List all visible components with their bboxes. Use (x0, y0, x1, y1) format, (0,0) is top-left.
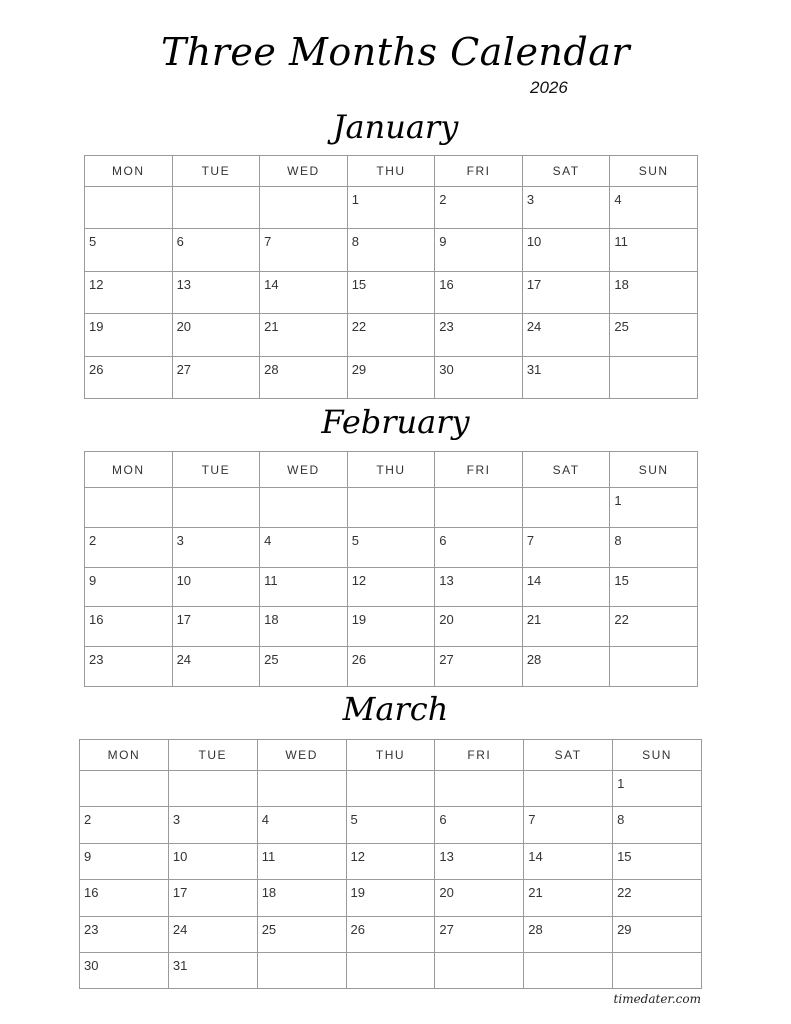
day-number: 7 (264, 234, 272, 250)
day-cell (85, 488, 173, 528)
day-cell (172, 356, 260, 398)
day-number (435, 771, 523, 776)
day-number: 27 (176, 361, 192, 377)
weekday-header: SUN (610, 156, 698, 187)
week-row (85, 647, 698, 687)
day-cell (435, 187, 523, 229)
weekday-header: SAT (524, 740, 613, 771)
week-row (85, 271, 698, 313)
day-number: 17 (172, 885, 188, 901)
page-title: Three Months Calendar (160, 30, 631, 74)
day-cell (260, 488, 348, 528)
day-number: 14 (264, 276, 279, 292)
day-cell (610, 271, 698, 313)
day-number: 6 (439, 532, 447, 548)
day-number: 13 (439, 572, 454, 588)
day-cell (346, 807, 435, 843)
day-number (258, 771, 346, 776)
day-number: 28 (264, 361, 279, 377)
day-number: 3 (176, 532, 184, 548)
day-number: 24 (176, 652, 192, 668)
day-number (260, 187, 347, 192)
day-number (524, 953, 612, 958)
day-number: 6 (176, 234, 184, 250)
day-number: 18 (264, 612, 279, 628)
day-cell (610, 314, 698, 356)
week-row (80, 952, 702, 988)
calendar-grid-march (79, 739, 702, 989)
calendar-grid-january (84, 155, 698, 399)
day-number (435, 488, 522, 493)
day-cell (346, 771, 435, 807)
weekday-header: SAT (522, 452, 610, 488)
day-cell (435, 807, 524, 843)
day-number: 23 (439, 319, 454, 335)
weekday-header: WED (260, 156, 348, 187)
day-cell (168, 880, 257, 916)
day-number: 29 (351, 361, 367, 377)
day-cell (80, 880, 169, 916)
day-cell (613, 952, 702, 988)
day-cell (610, 229, 698, 271)
day-cell (85, 271, 173, 313)
day-cell (347, 567, 435, 607)
day-number (80, 771, 168, 776)
weekday-header: THU (347, 156, 435, 187)
weekday-header-row (85, 156, 698, 187)
day-cell (524, 952, 613, 988)
day-number (173, 488, 260, 493)
day-cell (172, 187, 260, 229)
day-number: 5 (351, 532, 359, 548)
weekday-header: WED (260, 452, 348, 488)
day-cell (260, 271, 348, 313)
day-cell (346, 952, 435, 988)
day-cell (524, 916, 613, 952)
day-number: 13 (439, 848, 454, 864)
weekday-header: TUE (168, 740, 257, 771)
day-cell (435, 647, 523, 687)
weekday-header: FRI (435, 740, 524, 771)
day-cell (257, 916, 346, 952)
day-number: 26 (89, 361, 104, 377)
day-cell (435, 952, 524, 988)
weekday-header: WED (257, 740, 346, 771)
day-cell (260, 356, 348, 398)
day-cell (346, 880, 435, 916)
day-cell (347, 356, 435, 398)
day-cell (522, 647, 610, 687)
day-number: 5 (89, 234, 97, 250)
day-number: 13 (176, 276, 192, 292)
day-number (613, 953, 701, 958)
day-cell (260, 607, 348, 647)
day-cell (435, 229, 523, 271)
day-number: 8 (617, 812, 625, 828)
day-number: 24 (172, 921, 188, 937)
month-title-january: January (332, 108, 459, 146)
day-cell (260, 647, 348, 687)
day-cell (435, 314, 523, 356)
day-cell (435, 356, 523, 398)
day-cell (347, 229, 435, 271)
day-number (610, 647, 697, 652)
day-cell (522, 607, 610, 647)
day-cell (613, 843, 702, 879)
day-cell (435, 607, 523, 647)
day-cell (347, 488, 435, 528)
day-number: 7 (526, 532, 535, 548)
week-row (85, 567, 698, 607)
day-cell (435, 488, 523, 528)
day-number: 18 (614, 276, 629, 292)
day-cell (522, 271, 610, 313)
day-number: 22 (351, 319, 367, 335)
day-cell (80, 952, 169, 988)
day-number: 4 (261, 812, 269, 828)
day-number: 22 (614, 612, 629, 628)
day-number: 16 (439, 276, 454, 292)
day-cell (80, 843, 169, 879)
day-number (169, 771, 257, 776)
day-cell (257, 952, 346, 988)
day-cell (435, 843, 524, 879)
day-number: 26 (351, 652, 367, 668)
week-row (85, 356, 698, 398)
weekday-header: SUN (610, 452, 698, 488)
day-number: 16 (89, 612, 104, 628)
day-cell (172, 271, 260, 313)
weekday-header: FRI (435, 156, 523, 187)
day-cell (347, 271, 435, 313)
day-cell (610, 187, 698, 229)
day-number: 12 (350, 848, 365, 864)
day-number: 9 (439, 234, 447, 250)
day-cell (260, 187, 348, 229)
day-cell (257, 880, 346, 916)
day-cell (260, 229, 348, 271)
day-cell (257, 843, 346, 879)
day-cell (435, 771, 524, 807)
day-cell (346, 916, 435, 952)
day-cell (610, 567, 698, 607)
day-number: 24 (526, 319, 542, 335)
day-cell (80, 807, 169, 843)
day-cell (347, 607, 435, 647)
day-cell (435, 567, 523, 607)
day-number (524, 771, 612, 776)
week-row (80, 880, 702, 916)
week-row (85, 229, 698, 271)
day-number: 27 (439, 921, 454, 937)
day-cell (522, 229, 610, 271)
day-number: 25 (614, 319, 629, 335)
day-cell (610, 527, 698, 567)
day-cell (610, 607, 698, 647)
day-number (258, 953, 346, 958)
day-number: 7 (528, 812, 536, 828)
day-number (260, 488, 347, 493)
day-cell (347, 527, 435, 567)
weekday-header: TUE (172, 156, 260, 187)
weekday-header: FRI (435, 452, 523, 488)
day-number: 10 (172, 848, 188, 864)
weekday-header: MON (85, 156, 173, 187)
day-number: 15 (614, 572, 629, 588)
day-number: 30 (84, 957, 99, 973)
day-number: 25 (261, 921, 277, 937)
day-cell (613, 880, 702, 916)
day-number: 19 (351, 612, 367, 628)
day-cell (85, 607, 173, 647)
weekday-header-row (80, 740, 702, 771)
day-number: 20 (439, 885, 454, 901)
day-number: 1 (614, 493, 622, 508)
day-number: 14 (528, 848, 543, 864)
year-label: 2026 (530, 78, 568, 97)
day-number: 15 (617, 848, 632, 864)
day-number: 1 (617, 776, 625, 791)
day-number: 16 (84, 885, 99, 901)
day-cell (260, 567, 348, 607)
day-cell (435, 527, 523, 567)
day-cell (172, 647, 260, 687)
day-number: 5 (350, 812, 358, 828)
day-cell (347, 647, 435, 687)
weekday-header: MON (80, 740, 169, 771)
day-number: 19 (350, 885, 365, 901)
day-cell (610, 488, 698, 528)
day-cell (613, 771, 702, 807)
weekday-header: SUN (613, 740, 702, 771)
day-number: 6 (439, 812, 447, 828)
day-cell (85, 229, 173, 271)
day-number: 8 (351, 234, 359, 250)
day-number (85, 488, 172, 493)
day-number: 29 (617, 921, 632, 937)
day-number: 25 (264, 652, 279, 668)
day-number (173, 187, 260, 192)
day-number: 4 (264, 532, 272, 548)
weekday-header: MON (85, 452, 173, 488)
day-cell (613, 916, 702, 952)
day-number: 1 (351, 192, 359, 207)
day-cell (524, 807, 613, 843)
day-number: 31 (172, 957, 188, 973)
day-number: 28 (528, 921, 543, 937)
day-cell (260, 314, 348, 356)
day-number: 4 (614, 192, 622, 207)
day-number: 11 (264, 572, 278, 588)
week-row (85, 314, 698, 356)
day-cell (80, 771, 169, 807)
day-cell (524, 771, 613, 807)
day-cell (522, 314, 610, 356)
day-number: 8 (614, 532, 622, 548)
day-cell (85, 314, 173, 356)
day-number: 17 (176, 612, 192, 628)
day-cell (347, 187, 435, 229)
day-number: 21 (528, 885, 543, 901)
day-number: 18 (261, 885, 277, 901)
day-cell (168, 843, 257, 879)
day-cell (168, 807, 257, 843)
day-number: 9 (89, 572, 97, 588)
day-number: 20 (176, 319, 192, 335)
day-number (610, 357, 697, 362)
day-number: 26 (350, 921, 365, 937)
day-number: 15 (351, 276, 367, 292)
day-cell (172, 314, 260, 356)
day-number: 10 (526, 234, 542, 250)
week-row (85, 488, 698, 528)
day-cell (172, 229, 260, 271)
day-number: 3 (172, 812, 181, 828)
day-number (347, 771, 435, 776)
day-number: 22 (617, 885, 632, 901)
day-cell (85, 527, 173, 567)
day-number: 2 (89, 532, 97, 548)
day-number (347, 953, 435, 958)
day-number: 17 (526, 276, 542, 292)
day-cell (172, 527, 260, 567)
day-cell (435, 271, 523, 313)
week-row (85, 187, 698, 229)
footer-credit: timedater.com (613, 992, 701, 1006)
day-number (85, 187, 172, 192)
day-cell (522, 187, 610, 229)
day-cell (524, 880, 613, 916)
day-number: 9 (84, 848, 92, 864)
calendar-grid-february (84, 451, 698, 687)
weekday-header: THU (346, 740, 435, 771)
week-row (85, 527, 698, 567)
day-cell (260, 527, 348, 567)
day-number: 14 (526, 572, 542, 588)
day-number: 10 (176, 572, 192, 588)
day-number: 3 (526, 192, 535, 207)
day-cell (168, 771, 257, 807)
week-row (80, 843, 702, 879)
day-number: 12 (351, 572, 367, 588)
day-number: 30 (439, 361, 454, 377)
day-cell (85, 567, 173, 607)
weekday-header: SAT (522, 156, 610, 187)
day-cell (257, 807, 346, 843)
day-number: 11 (614, 234, 628, 250)
day-number: 2 (84, 812, 92, 828)
day-number: 23 (89, 652, 104, 668)
day-number (435, 953, 523, 958)
day-cell (524, 843, 613, 879)
day-number: 23 (84, 921, 99, 937)
week-row (85, 607, 698, 647)
day-cell (85, 647, 173, 687)
day-number: 19 (89, 319, 104, 335)
month-title-march: March (342, 690, 449, 728)
day-number: 21 (526, 612, 542, 628)
day-number (523, 488, 610, 493)
day-cell (172, 567, 260, 607)
day-cell (522, 488, 610, 528)
day-number: 2 (439, 192, 447, 207)
day-cell (613, 807, 702, 843)
week-row (80, 771, 702, 807)
day-number: 12 (89, 276, 104, 292)
weekday-header: THU (347, 452, 435, 488)
day-cell (257, 771, 346, 807)
day-cell (80, 916, 169, 952)
day-cell (610, 647, 698, 687)
day-number (348, 488, 435, 493)
day-number: 31 (526, 361, 542, 377)
day-cell (168, 952, 257, 988)
day-cell (522, 356, 610, 398)
day-number: 20 (439, 612, 454, 628)
day-cell (85, 356, 173, 398)
day-cell (172, 607, 260, 647)
weekday-header: TUE (172, 452, 260, 488)
day-cell (610, 356, 698, 398)
day-number: 28 (526, 652, 542, 668)
day-cell (168, 916, 257, 952)
day-cell (522, 527, 610, 567)
day-cell (172, 488, 260, 528)
day-number: 27 (439, 652, 454, 668)
week-row (80, 807, 702, 843)
day-cell (85, 187, 173, 229)
day-cell (346, 843, 435, 879)
month-title-february: February (321, 403, 470, 441)
day-cell (522, 567, 610, 607)
day-cell (347, 314, 435, 356)
weekday-header-row (85, 452, 698, 488)
day-cell (435, 916, 524, 952)
day-number: 11 (261, 848, 276, 864)
day-number: 21 (264, 319, 279, 335)
week-row (80, 916, 702, 952)
day-cell (435, 880, 524, 916)
